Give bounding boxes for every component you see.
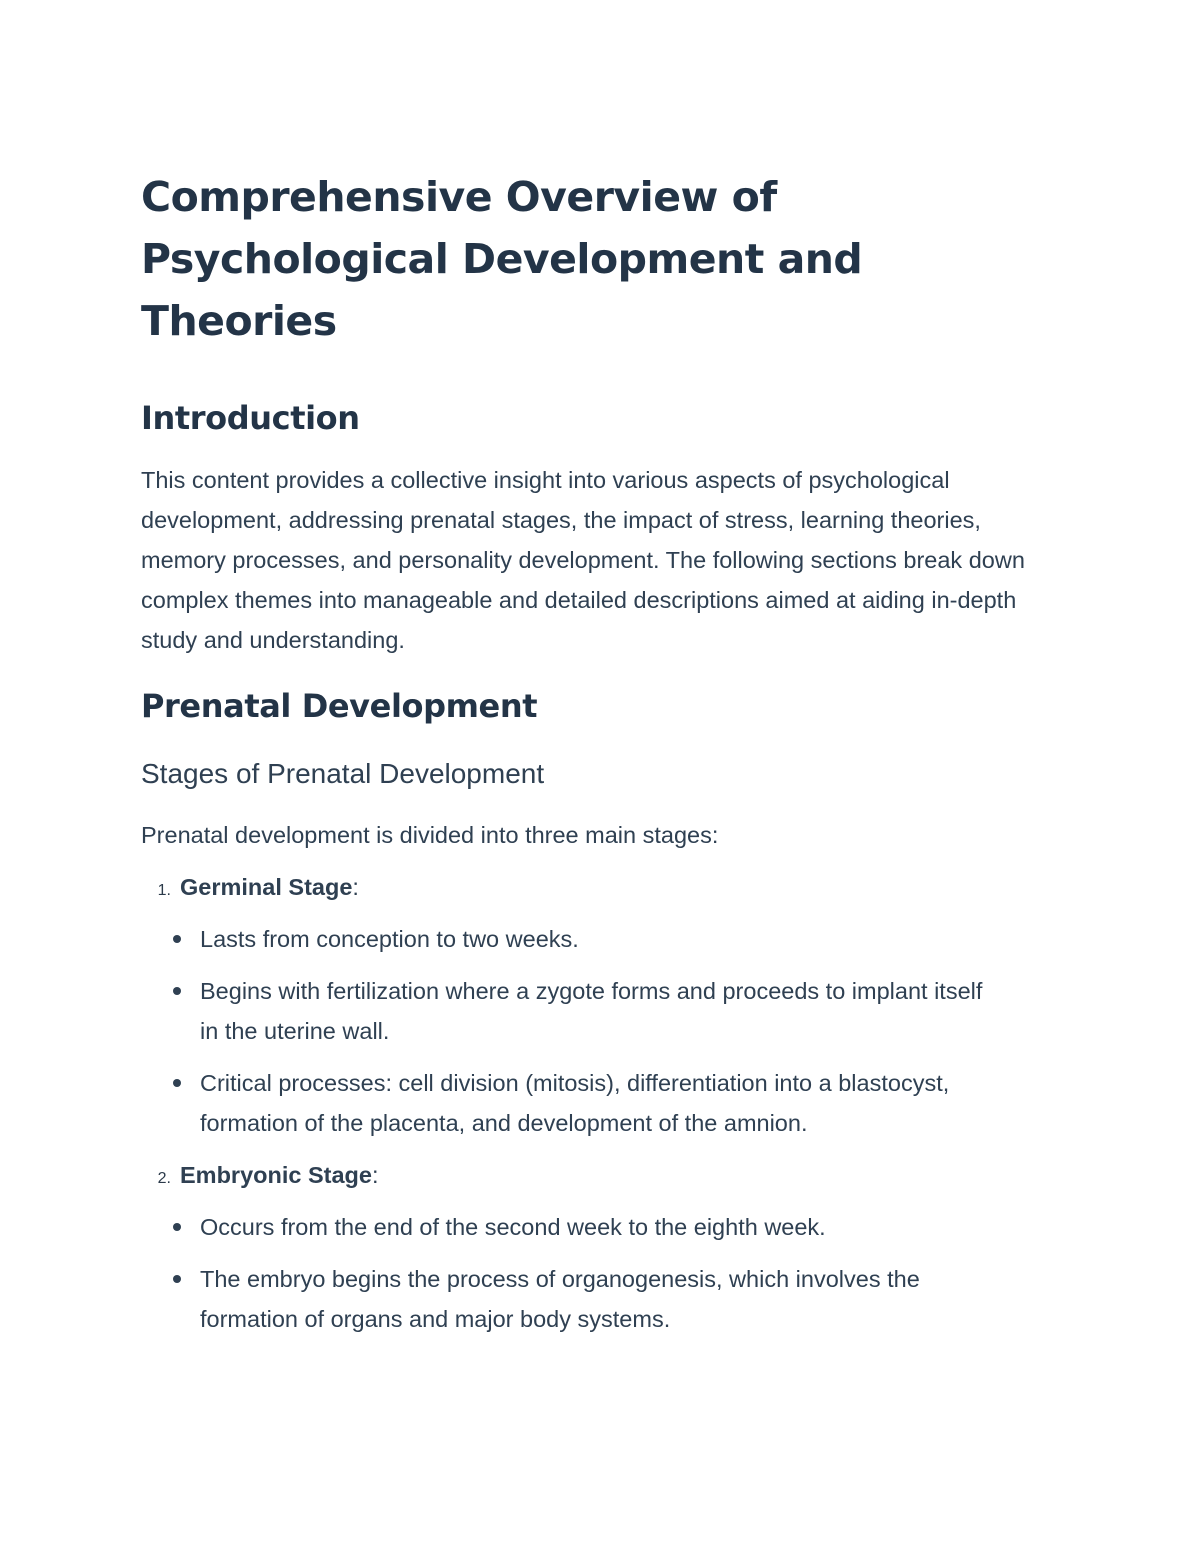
list-item [141,1259,1000,1339]
prenatal-development-heading: Prenatal Development [141,687,538,725]
stage-title: Embryonic Stage [180,1162,372,1188]
introduction-heading: Introduction [141,399,360,437]
stages-lead-paragraph: Prenatal development is divided into three main stages: [141,822,719,848]
introduction-paragraph: This content provides a collective insight into various aspects of psychological development, addressing prenatal stages, the impact of stress, learning theories, memory processes, and personality development. The following sections break down complex themes into manageable and detailed descriptions aimed at aiding in-depth study and understanding. [141,467,1025,653]
document-page [141,166,1071,1351]
bullet-dot-icon [173,1079,181,1087]
list-item [141,1063,1000,1143]
stage-item-germinal [141,867,1071,1143]
document-title: Comprehensive Overview of Psychological Development and Theories [141,173,863,345]
stage-bullet-list [141,919,1071,1143]
bullet-dot-icon [173,1223,181,1231]
bullet-dot-icon [173,1275,181,1283]
list-item-text: Begins with fertilization where a zygote forms and proceeds to implant itself in the uterine wall. [200,978,983,1044]
list-item [141,1207,1000,1247]
list-item-text: The embryo begins the process of organogenesis, which involves the formation of organs and major body systems. [200,1266,920,1332]
bullet-dot-icon [173,987,181,995]
stage-number: 1. [157,882,171,899]
stage-heading [141,1155,1071,1195]
stage-colon: : [352,874,359,900]
stage-item-embryonic [141,1155,1071,1339]
list-item-text: Critical processes: cell division (mitosis), differentiation into a blastocyst, formation of the placenta, and development of the amnion. [200,1070,950,1136]
stage-heading [141,867,1071,907]
stage-colon: : [371,1162,379,1188]
list-item [141,919,1000,959]
list-item [141,971,1000,1051]
stage-title: Germinal Stage [180,874,353,900]
bullet-dot-icon [173,935,181,943]
stages-subheading: Stages of Prenatal Development [141,758,545,789]
list-item-text: Occurs from the end of the second week to the eighth week. [200,1214,826,1240]
stage-number: 2. [157,1170,171,1187]
stage-bullet-list [141,1207,1071,1339]
list-item-text: Lasts from conception to two weeks. [200,926,579,952]
